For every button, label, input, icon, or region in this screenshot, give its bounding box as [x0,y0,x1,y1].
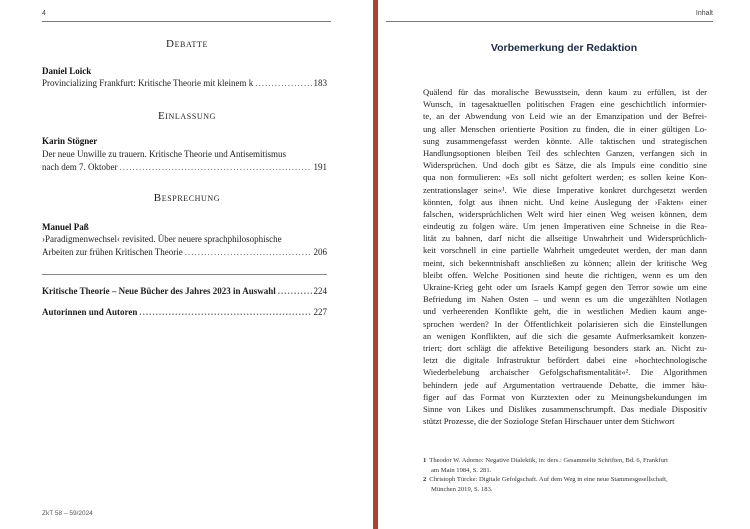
author-name: Karin Stögner [42,136,98,146]
footnote-line [423,485,707,495]
body-line: könnten, folgt aus ihnen nicht. Und keine Auslegung der ›Fakten‹ einer [423,196,707,207]
page-ref: 224 [313,286,327,296]
body-line: te, an der Abwendung von Leid wie an der Emanzipation und der Befrei- [423,111,707,122]
footnote-line [423,456,707,466]
body-line: Widersprüchen. Und doch gibt es Sätze, die als Impuls eine conditio sine [423,160,707,171]
body-line: sung zusammengefasst werden könnte. Alle taktischen und strategischen [423,135,707,146]
body-line: meint, sich bekenntnishaft anschließen zu können; allein der kritische Weg [423,257,707,268]
entry-title: Der neue Unwille zu trauern. Kritische Theorie und Antisemitismus [42,149,287,159]
toc-entry[interactable] [42,233,327,258]
body-line: ung aller Menschen orientierte Position zu finden, die in einer gültigen Lo- [423,123,707,134]
article-title: Vorbemerkung der Redaktion [490,42,638,54]
footnote-number: 1 [423,457,427,464]
footnotes [423,456,707,494]
separator-rule [42,274,327,275]
page-ref: 183 [313,78,327,88]
body-line: Wiederbelebung archaischer Gefolgschaftsmentalität«². Die Algorithmen [423,367,707,378]
body-line: an wenigen Konflikten, auf die sich die gesamte Aufmerksamkeit konzen- [423,330,707,341]
body-line: Befriedung im Nahen Osten – und wenn es um die ungezählten Notlagen [423,294,707,305]
section-heading-einlassung: Einlassung [157,110,217,122]
body-line: zentrationslager sein«¹. Wie diese Imperative konkret durchgesetzt werden [423,184,707,195]
body-line: triert; dort schlägt die affektive Beteiligung besonders stark an. Nicht zu- [423,342,707,353]
footnote-line [423,466,707,476]
page-ref: 227 [313,307,327,317]
entry-title: Autorinnen und Autoren [42,307,138,317]
leader-dots [185,246,312,259]
body-line: Handlungsoptionen bleiben Teil des schlechten Ganzen, verfangen sich in [423,147,707,158]
section-heading-besprechung: Besprechung [153,192,221,204]
body-line: falschen, widersprüchlichen Welt wird hier einen Weg weisen können, dem [423,208,707,219]
right-page-editorial [378,0,750,529]
toc-entry[interactable] [42,148,327,173]
toc-entry[interactable] [42,77,327,90]
body-line: bleibt offen. Welche Positionen sind heute die richtigen, wenn es um den [423,269,707,280]
left-page-contents [0,0,373,529]
body-line: behindern jede auf Argumentation vertrauende Debatte, die immer häu- [423,379,707,390]
author-name: Manuel Paß [42,222,89,232]
page-number: 4 [42,10,46,17]
body-line: lität zu bahnen, darf nicht die allseitige Unwahrheit und Widersprüchlich- [423,233,707,244]
entry-title-cont: Arbeiten zur frühen Kritischen Theorie [42,246,183,257]
page-ref: 206 [313,246,327,257]
body-line: stützt Prozesse, die der Soziologe Stefan Hirschauer unter dem Stichwort [423,416,675,427]
body-line: Ukraine-Krieg geht oder um Israels Kampf gegen den Terror sowie um eine [423,282,707,292]
running-title: Inhalt [695,10,713,17]
body-line: und verheerenden Konflikte geht, die in westlichen Medien kaum ange- [423,306,707,317]
toc-entry-authors[interactable] [42,306,327,319]
header-rule [42,21,331,22]
footnote-text: München 2019, S. 183. [431,485,493,493]
section-heading-debatte: Debatte [166,38,208,50]
toc-entry-books[interactable] [42,285,327,298]
footnote-text: Theodor W. Adorno: Negative Dialektik, in: ders.: Gesammelte Schriften, Bd. 6, Frankfurt [429,457,668,464]
page-ref: 191 [313,161,327,172]
leader-dots [139,306,311,319]
footnote-text: am Main 1984, S. 281. [431,466,492,474]
leader-dots [119,161,311,174]
body-line: qua non formulieren: »Es soll nicht gefoltert werden; es sollen keine Kon- [423,172,707,183]
journal-footer: ZkT 58 – 59/2024 [42,510,93,517]
entry-title-cont: nach dem 7. Oktober [42,161,118,172]
body-line: sprochen werden? In der Öffentlichkeit polarisieren sich die Einstellungen [423,318,707,329]
entry-title: ›Paradigmenwechsel‹ revisited. Über neuere sprachphilosophische [42,234,282,244]
body-line: Quälend für das moralische Bewusstsein, denn kaum zu erfüllen, ist der [423,87,707,97]
entry-title: Kritische Theorie – Neue Bücher des Jahres 2023 in Auswahl [42,286,276,296]
leader-dots [278,285,312,298]
body-paragraph [423,86,707,427]
author-name: Daniel Loick [42,66,92,76]
entry-title: Provincializing Frankfurt: Kritische Theorie mit kleinem k [42,78,254,88]
body-line: eindeutig zu folgen wäre. Um jenen Imperativen eine Schneise in die Rea- [423,221,707,232]
leader-dots [255,77,311,90]
body-line: Sinne von Likes und Dislikes zusammenschrumpft. Das mediale Dispositiv [423,403,707,414]
body-line: figer auf das Format von Kurztexten oder zu Meinungsbekundungen im [423,391,707,402]
body-line: Wunsch, in tagesaktuellen politischen Fragen eine geschichtlich informier- [423,99,707,110]
footnote-text: Christoph Türcke: Digitale Gefolgschaft. Auf dem Weg in eine neue Stammesgesellschaft, [429,476,668,484]
body-line: letzt die digitale Infrastruktur befördert dabei eine »hochtechnologische [423,355,707,366]
footnote-line [423,475,707,485]
header-rule [386,21,713,22]
body-line: keit vorschnell in eine partielle Wahrheit umgedeutet werden, der man dann [423,245,707,256]
footnote-number: 2 [423,476,427,484]
